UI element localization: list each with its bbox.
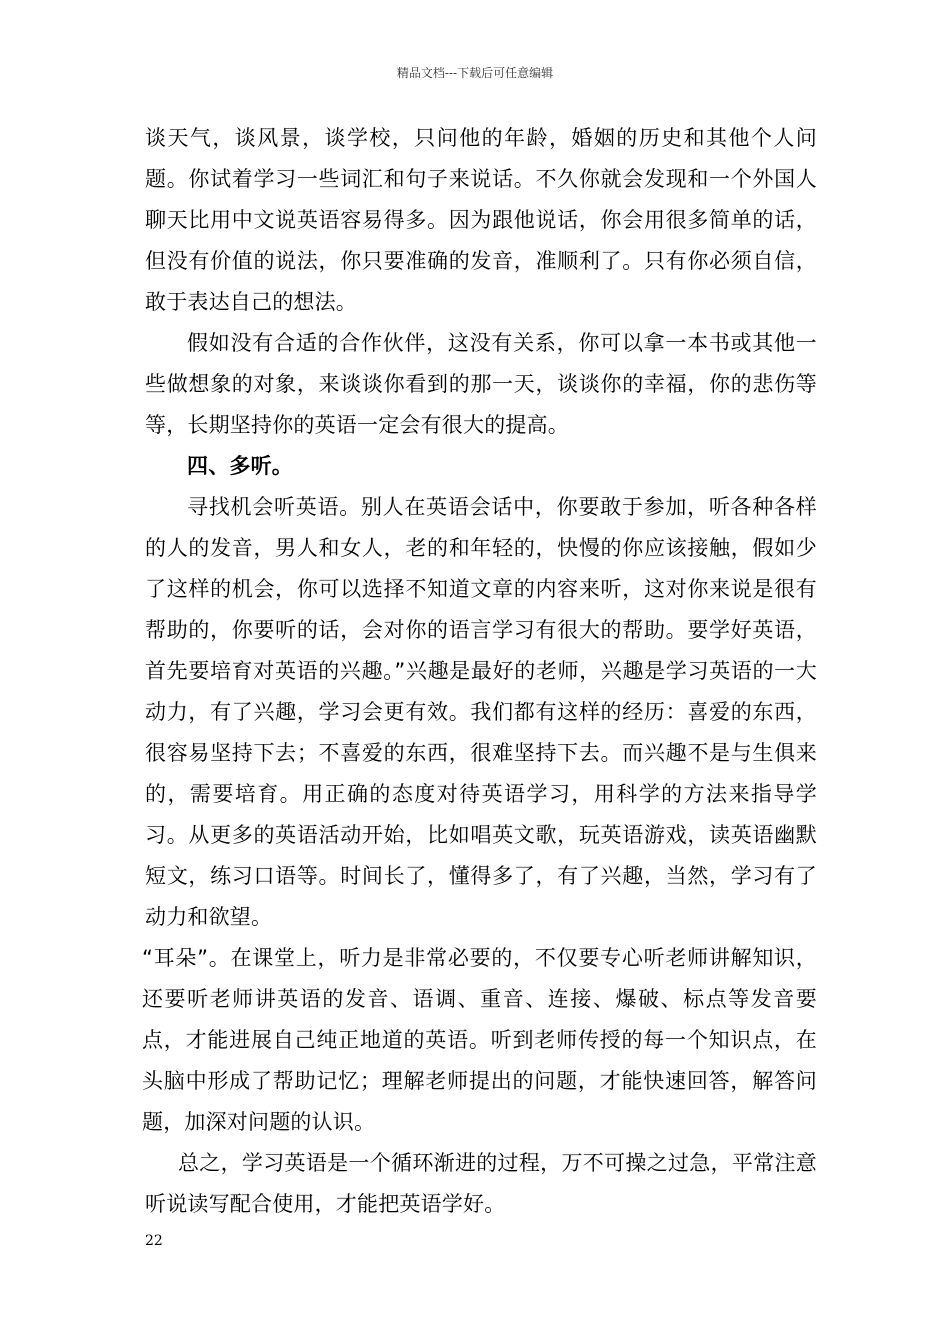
document-body [142, 118, 817, 1225]
paragraph-conclusion: 总之，学习英语是一个循环渐进的过程，万不可操之过急，平常注意听说读写配合使用，才能把英语学好。 [145, 1151, 817, 1216]
section-heading-listen-more: 四、多听。 [187, 454, 293, 478]
page-header: 精品文档---下载后可任意编辑 [396, 66, 554, 80]
paragraph-conversation: 谈天气，谈风景，谈学校，只问他的年龄，婚姻的历史和其他个人问题。你试着学习一些词汇和句子来说话。不久你就会发现和一个外国人聊天比用中文说英语容易得多。因为跟他说话，你会用很多简单的话，但没有价值的说法，你只要准确的发音，准顺利了。只有你必须自信，敢于表达自己的想法。 [145, 126, 817, 314]
paragraph-imagination: 假如没有合适的合作伙伴，这没有关系，你可以拿一本书或其他一些做想象的对象，来谈谈你看到的那一天，谈谈你的幸福，你的悲伤等等，长期坚持你的英语一定会有很大的提高。 [145, 331, 817, 437]
paragraph-listening: 寻找机会听英语。别人在英语会话中，你要敢于参加，听各种各样的人的发音，男人和女人，老的和年轻的，快慢的你应该接触，假如少了这样的机会，你可以选择不知道文章的内容来听，这对你来说是很有帮助的，你要听的话，会对你的语言学习有很大的帮助。要学好英语，首先要培育对英语的兴趣。”兴趣是最好的老师，兴趣是学习英语的一大动力，有了兴趣，学习会更有效。我们都有这样的经历：喜爱的东西，很容易坚持下去；不喜爱的东西，很难坚持下去。而兴趣不是与生俱来的，需要培育。用正确的态度对待英语学习，用科学的方法来指导学习。从更多的英语活动开始，比如唱英文歌，玩英语游戏，读英语幽默短文，练习口语等。时间长了，懂得多了，有了兴趣，当然，学习有了动力和欲望。 [145, 495, 817, 929]
paragraph-ears: “耳朵”。在课堂上，听力是非常必要的，不仅要专心听老师讲解知识，还要听老师讲英语的发音、语调、重音、连接、爆破、标点等发音要点，才能进展自己纯正地道的英语。听到老师传授的每一个知识点，在头脑中形成了帮助记忆；理解老师提出的问题，才能快速回答，解答问题，加深对问题的认识。 [142, 946, 817, 1134]
page-number: 22 [145, 1233, 163, 1249]
